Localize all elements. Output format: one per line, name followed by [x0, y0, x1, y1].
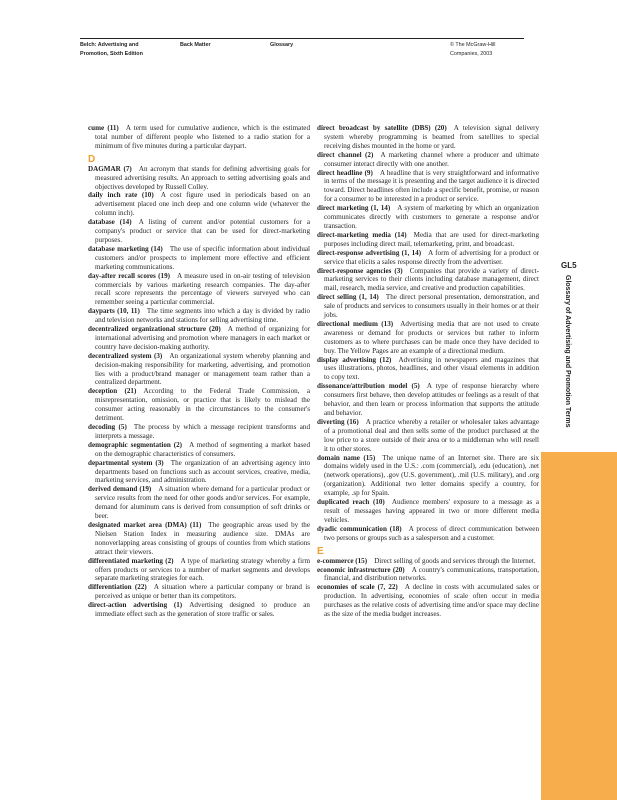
section-letter: D — [88, 153, 96, 165]
glossary-entry — [88, 521, 310, 557]
glossary-term: departmental system (3) — [88, 458, 164, 467]
glossary-term: direct selling (1, 14) — [317, 293, 379, 302]
glossary-definition: The organization of an advertising agency into departments based on functions such as account services, creative, media, marketing services, and administration. — [95, 458, 310, 485]
glossary-term: duplicated reach (10) — [317, 498, 385, 507]
header-section: Back Matter — [180, 42, 211, 48]
glossary-term: direct-marketing media (14) — [317, 230, 407, 239]
glossary-entry — [317, 382, 539, 418]
glossary-term: differentiation (22) — [88, 583, 147, 592]
glossary-entry — [88, 441, 310, 459]
page-number: GL5 — [561, 261, 577, 270]
glossary-entry — [317, 204, 539, 231]
glossary-definition: Advertising in newspapers and magazines that uses illustrations, photos, headlines, and other visual elements in addition to copy text. — [324, 355, 539, 382]
glossary-entry — [317, 356, 539, 383]
glossary-entry — [317, 124, 539, 151]
glossary-definition: Advertising designed to produce an immediate effect such as the generation of store traffic or sales. — [95, 601, 310, 619]
header-chapter: Glossary — [270, 42, 294, 48]
header-book-title: Belch: Advertising and Promotion, Sixth Edition — [80, 42, 143, 57]
glossary-definition: An acronym that stands for defining advertising goals for measured advertising results. An approach to setting advertising goals and objectives developed by Russell Colley. — [95, 164, 310, 191]
glossary-entry — [88, 307, 310, 325]
glossary-term: domain name (15) — [317, 453, 376, 462]
glossary-definition: A process of direct communication between two persons or groups such as a salesperson and a customer. — [324, 524, 539, 542]
glossary-definition: A measure used in on-air testing of television commercials by various marketing research companies. The day-after recall score represents the percentage of viewers surveyed who can remember seeing a particular commercial. — [95, 271, 310, 307]
glossary-definition: Media that are used for direct-marketing purposes including direct mail, telemarketing, print, and broadcast. — [324, 230, 539, 248]
glossary-definition: A television signal delivery system whereby programming is beamed from satellites to special receiving dishes mounted in the home or yard. — [324, 124, 539, 150]
glossary-entry — [88, 583, 310, 601]
glossary-entry — [317, 169, 539, 205]
glossary-definition: The unique name of an Internet site. There are six domains widely used in the U.S.: .com (commercial), .edu (education), .net (network operations), .gov (U.S. government), .mil (U.S. military), and .org (organization). Additional two letter domains specify a country, for example, .sp for Spain. — [324, 453, 539, 498]
glossary-definition: A situation where a particular company or brand is perceived as unique or better than its competitors. — [95, 583, 310, 601]
glossary-entry — [88, 601, 310, 619]
glossary-definition: According to the Federal Trade Commission, a misrepresentation, omission, or practice that is likely to mislead the consumer acting reasonably in the circumstances to the consumer's detriment. — [95, 387, 310, 423]
glossary-definition: A type of marketing strategy whereby a firm offers products or services to a number of market segments and develops separate marketing strategies for each. — [95, 556, 310, 583]
glossary-entry — [317, 418, 539, 454]
glossary-definition: The geographic areas used by the Nielsen Station Index in measuring audience size. DMAs are nonoverlapping areas consisting of groups of counties from which stations attract their viewers. — [95, 520, 310, 556]
glossary-definition: A type of response hierarchy where consumers first behave, then develop attitudes or feelings as a result of that behavior, and then learn or process information that supports the attitude and behavior. — [324, 382, 540, 417]
glossary-definition: Advertising media that are not used to create awareness or demand for products or services but rather to inform customers as to where purchases can be made once they have decided to buy. The Yellow Pages are an example of a directional medium. — [324, 319, 539, 355]
glossary-entry — [317, 498, 539, 525]
glossary-definition: The use of specific information about individual customers and/or prospects to implement more effective and efficient marketing communications. — [95, 244, 310, 271]
glossary-definition: A method of organizing for international advertising and promotion where managers in each market or country have decision-making authority. — [95, 325, 310, 351]
glossary-entry — [317, 525, 539, 543]
glossary-entry — [317, 320, 539, 356]
right-column — [317, 124, 539, 619]
glossary-definition: A country's communications, transportation, financial, and distribution networks. — [324, 565, 539, 583]
glossary-term: directional medium (13) — [317, 319, 394, 328]
glossary-term: direct-response agencies (3) — [317, 266, 403, 275]
glossary-entry — [88, 245, 310, 272]
glossary-definition: The time segments into which a day is divided by radio and television networks and stations for selling advertising time. — [95, 307, 310, 325]
glossary-term: dayparts (10, 11) — [88, 307, 140, 316]
glossary-term: direct-action advertising (1) — [88, 601, 183, 610]
glossary-definition: A situation where demand for a particular product or service results from the need for other goods and/or services. For example, demand for aluminum cans is derived from consumption of soft drinks or beer. — [95, 485, 310, 521]
glossary-term: e-commerce (15) — [317, 556, 368, 565]
glossary-definition: A headline that is very straightforward and informative in terms of the message it is presenting and the target audience it is directed toward. Direct headlines often include a specific benefit, promise, or reason for a consumer to be interested in a product or service. — [324, 168, 539, 204]
glossary-term: display advertising (12) — [317, 355, 392, 364]
glossary-definition: A form of advertising for a product or service that elicits a sales response directly from the advertiser. — [324, 248, 539, 266]
glossary-entry — [88, 165, 310, 192]
glossary-definition: The direct personal presentation, demonstration, and sale of products and services to consumers usually in their homes or at their jobs. — [324, 293, 539, 320]
section-color-tab — [541, 452, 617, 800]
glossary-term: economic infrastructure (20) — [317, 565, 405, 574]
glossary-term: direct headline (9) — [317, 168, 373, 177]
glossary-definition: The process by which a message recipient transforms and interprets a message. — [95, 423, 311, 440]
glossary-term: direct marketing (1, 14) — [317, 204, 391, 213]
glossary-entry — [317, 566, 539, 584]
side-section-title-text: Glossary of Advertising and Promotion Terms — [564, 275, 571, 428]
glossary-entry — [317, 583, 539, 619]
glossary-term: daily inch rate (10) — [88, 191, 154, 200]
glossary-term: designated market area (DMA) (11) — [88, 520, 202, 529]
header-rule — [80, 38, 524, 39]
glossary-term: deception (21) — [88, 387, 137, 396]
glossary-definition: Companies that provide a variety of direct-marketing services to their clients including database management, direct mail, research, media service, and creative and production capabilities. — [324, 266, 539, 293]
glossary-entry — [88, 325, 310, 352]
glossary-term: derived demand (19) — [88, 485, 152, 494]
glossary-entry — [88, 459, 310, 486]
glossary-term: differentiated marketing (2) — [88, 556, 174, 565]
glossary-term: dissonance/attribution model (5) — [317, 382, 420, 391]
glossary-entry — [88, 218, 310, 245]
glossary-entry — [317, 454, 539, 499]
glossary-term: cume (11) — [88, 124, 119, 132]
glossary-definition: An organizational system whereby planning and decision-making responsibility for marketing, advertising, and promotion lies with a product/brand manager or management team rather than a centralized department. — [95, 351, 310, 387]
glossary-entry — [317, 267, 539, 294]
glossary-entry — [88, 557, 310, 584]
glossary-entry — [317, 293, 539, 320]
glossary-entry — [88, 124, 310, 151]
glossary-term: economies of scale (7, 22) — [317, 583, 398, 592]
glossary-term: direct broadcast by satellite (DBS) (20) — [317, 124, 447, 132]
glossary-entry — [88, 423, 310, 441]
glossary-definition: A decline in costs with accumulated sales or production. In advertising, economies of scale often occur in media purchases as the relative costs of advertising time and/or space may decline as the size of the media budget increases. — [324, 583, 539, 619]
glossary-entry — [317, 557, 539, 566]
glossary-entry — [88, 485, 310, 521]
glossary-entry — [317, 249, 539, 267]
glossary-entry — [317, 231, 539, 249]
glossary-definition: A listing of current and/or potential customers for a company's product or service that can be used for direct-marketing purposes. — [95, 218, 310, 244]
glossary-term: direct channel (2) — [317, 150, 374, 159]
glossary-term: decoding (5) — [88, 423, 127, 431]
glossary-definition: A system of marketing by which an organization communicates directly with customers to generate a response and/or transaction. — [324, 204, 539, 230]
glossary-term: diverting (16) — [317, 417, 359, 426]
glossary-term: decentralized system (3) — [88, 351, 163, 360]
glossary-entry — [88, 387, 310, 423]
glossary-entry — [88, 272, 310, 308]
glossary-term: database marketing (14) — [88, 244, 163, 253]
header-copyright: © The McGraw-Hill Companies, 2003 — [450, 42, 496, 57]
glossary-definition: Direct selling of goods and services through the Internet. — [374, 556, 536, 565]
glossary-definition: Audience members' exposure to a message as a result of messages having appeared in two or more different media vehicles. — [324, 498, 539, 524]
glossary-definition: A practice whereby a retailer or wholesaler takes advantage of a promotional deal and then sells some of the product purchased at the low price to a store outside of their area or to a middleman who will resell it to other stores. — [324, 417, 539, 453]
glossary-term: day-after recall scores (19) — [88, 271, 170, 280]
glossary-definition: A cost figure used in periodicals based on an advertisement placed one inch deep and one column wide (whatever the column inch). — [95, 191, 310, 218]
glossary-entry — [317, 151, 539, 169]
glossary-entry — [88, 352, 310, 388]
glossary-entry — [88, 191, 310, 218]
glossary-term: direct-response advertising (1, 14) — [317, 248, 422, 257]
glossary-definition: A method of segmenting a market based on the demographic characteristics of consumers. — [95, 440, 310, 458]
glossary-term: dyadic communication (18) — [317, 524, 402, 533]
glossary-term: DAGMAR (7) — [88, 164, 132, 173]
glossary-term: decentralized organizational structure (20) — [88, 325, 221, 334]
section-letter: E — [317, 545, 324, 557]
left-column — [88, 124, 310, 619]
glossary-definition: A marketing channel where a producer and ultimate consumer interact directly with one another. — [324, 150, 539, 168]
running-header — [80, 38, 524, 60]
glossary-definition: A term used for cumulative audience, which is the estimated total number of different people who listened to a radio station for a minimum of five minutes during a particular daypart. — [95, 124, 310, 150]
glossary-term: demographic segmentation (2) — [88, 440, 183, 449]
glossary-term: database (14) — [88, 218, 132, 227]
